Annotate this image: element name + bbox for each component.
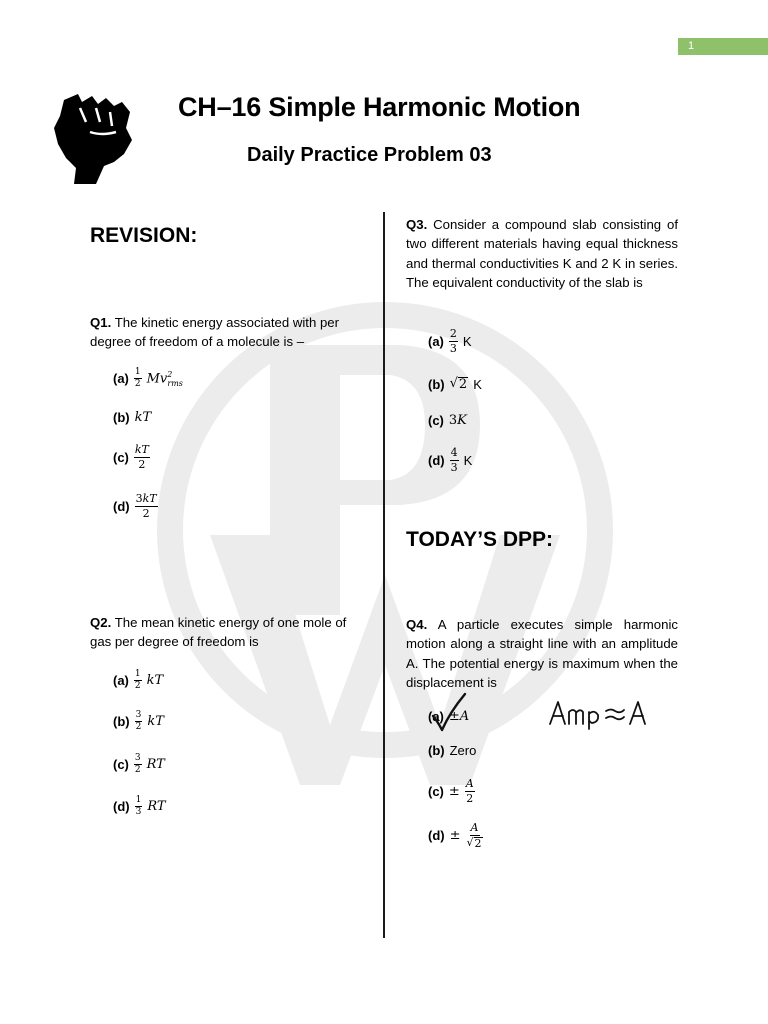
- question-2-number: Q2.: [90, 615, 112, 630]
- q1-option-b[interactable]: (b) kT: [113, 410, 152, 425]
- q2-option-a[interactable]: (a) $\frac{1}{2}$ kT: [113, 669, 164, 692]
- page-subtitle: Daily Practice Problem 03: [247, 144, 492, 166]
- option-label: (b): [113, 410, 130, 425]
- question-4: [406, 615, 678, 692]
- option-label: (b): [428, 377, 445, 393]
- option-label: (c): [113, 757, 129, 773]
- q4-option-d[interactable]: (d) ± A √ 2: [428, 821, 482, 850]
- option-label: (b): [428, 743, 445, 758]
- q2-option-b[interactable]: (b) $\frac{3}{2}$ kT: [113, 710, 164, 733]
- q3-option-a[interactable]: (a) $\frac{2}{3}$ K: [428, 327, 472, 355]
- question-1: [90, 313, 362, 352]
- q1-option-c[interactable]: (c) $\frac{kT}{2}$: [113, 443, 149, 471]
- raised-fist-icon: [44, 88, 140, 188]
- q2-option-c[interactable]: (c) $\frac{3}{2}$ RT: [113, 753, 165, 776]
- option-label: (b): [113, 714, 130, 730]
- option-label: (d): [428, 828, 445, 844]
- handwritten-check-icon: [430, 692, 468, 734]
- option-label: (a): [113, 673, 129, 689]
- q1-option-a[interactable]: (a) $\frac{1}{2}$ $Mv^2_{rms}$: [113, 367, 183, 390]
- option-label: (c): [428, 413, 444, 428]
- q1-option-d[interactable]: (d) $\frac{3kT}{2}$: [113, 492, 157, 520]
- page-number-badge: 1: [678, 38, 768, 55]
- option-label: (c): [113, 449, 129, 465]
- q4-option-b[interactable]: [428, 743, 476, 758]
- q4-option-a[interactable]: (a) ±A: [428, 709, 470, 724]
- page-title: CH–16 Simple Harmonic Motion: [178, 92, 581, 122]
- option-label: (a): [428, 333, 444, 349]
- question-2-text: The mean kinetic energy of one mole of gas per degree of freedom is: [90, 615, 347, 650]
- question-3-number: Q3.: [406, 217, 428, 232]
- q2-option-d[interactable]: (d) $\frac{1}{3}$ RT: [113, 795, 166, 818]
- question-3: [406, 215, 678, 292]
- option-label: (d): [428, 452, 445, 468]
- option-label: (d): [113, 498, 130, 514]
- q4-option-b-text: Zero: [449, 743, 477, 758]
- option-label: (a): [428, 709, 444, 724]
- handwritten-note: [548, 696, 653, 730]
- option-label: (d): [113, 799, 130, 815]
- q3-option-b[interactable]: (b) √ 2 K: [428, 376, 482, 393]
- question-4-number: Q4.: [406, 617, 428, 632]
- todays-dpp-heading: TODAY’S DPP:: [406, 528, 554, 551]
- revision-heading: REVISION:: [90, 224, 198, 247]
- question-2: [90, 613, 362, 652]
- q3-option-c[interactable]: (c) 3K: [428, 413, 467, 428]
- question-4-text: A particle executes simple harmonic motion along a straight line with an amplitude A. The potential energy is maximum when the displacement is: [406, 617, 678, 690]
- column-divider: [383, 212, 385, 938]
- q4-option-c[interactable]: (c) ± $\frac{A}{2}$: [428, 777, 474, 805]
- question-3-text: Consider a compound slab consisting of two different materials having equal thickness and thermal conductivities K and 2 K in series. The equivalent conductivity of the slab is: [406, 217, 678, 290]
- option-label: (a): [113, 371, 129, 387]
- question-1-number: Q1.: [90, 315, 112, 330]
- option-label: (c): [428, 783, 444, 799]
- question-1-text: The kinetic energy associated with per degree of freedom of a molecule is –: [90, 315, 340, 350]
- q3-option-d[interactable]: (d) $\frac{4}{3}$ K: [428, 446, 473, 474]
